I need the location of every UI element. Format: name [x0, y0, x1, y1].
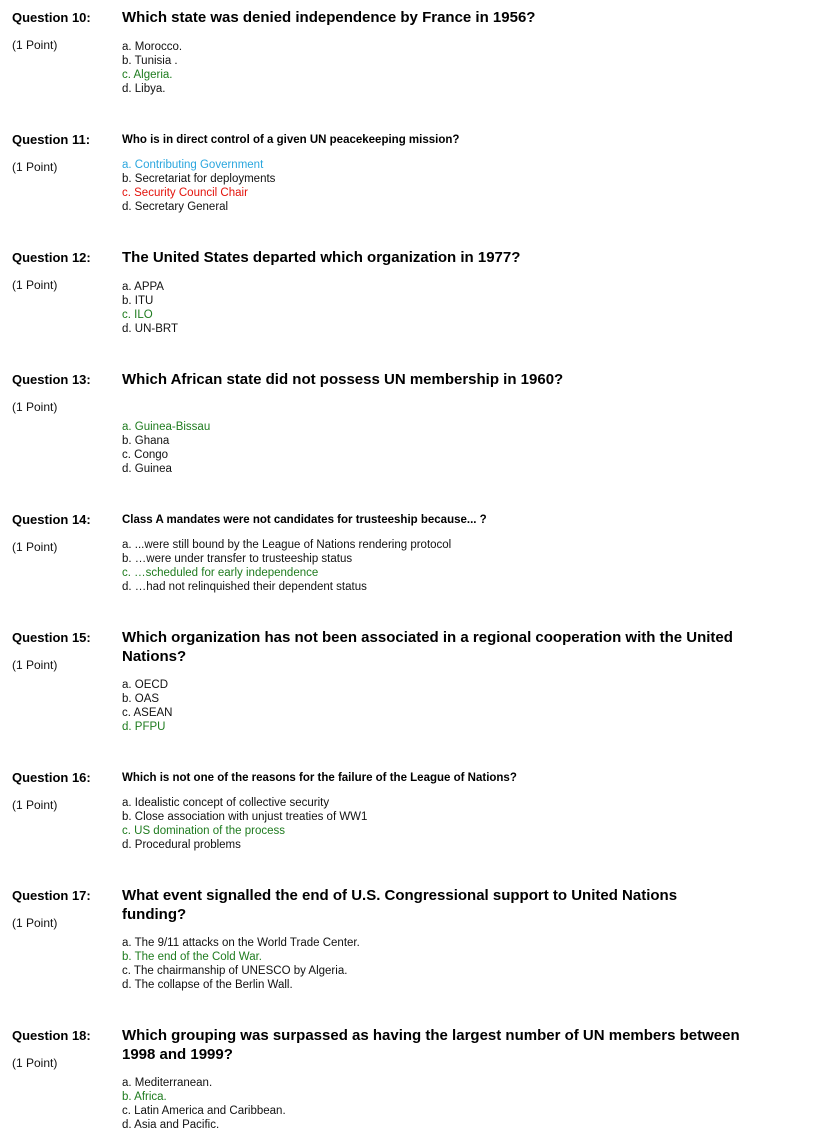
answer-option-correct: c. …scheduled for early independence — [122, 567, 319, 579]
answer-option: d. Secretary General — [122, 201, 229, 213]
answer-option: a. ...were still bound by the League of Nations rendering protocol — [122, 539, 452, 551]
answer-options — [122, 1076, 286, 1132]
answer-option: a. APPA — [122, 281, 164, 293]
answer-option: c. The chairmanship of UNESCO by Algeria. — [122, 965, 348, 977]
answer-options — [122, 538, 451, 594]
answer-options — [122, 420, 210, 476]
answer-options — [122, 678, 173, 734]
answer-option: d. Procedural problems — [122, 839, 241, 851]
question-text: Which state was denied independence by France in 1956? — [122, 9, 536, 26]
answer-option-correct: b. Africa. — [122, 1091, 167, 1103]
answer-option: c. ASEAN — [122, 707, 173, 719]
answer-option: a. Idealistic concept of collective security — [122, 797, 330, 809]
answer-option: b. …were under transfer to trusteeship status — [122, 553, 353, 565]
answer-option: c. Latin America and Caribbean. — [122, 1105, 286, 1117]
answer-option-correct: c. ILO — [122, 309, 153, 321]
question-points: (1 Point) — [12, 540, 58, 554]
answer-option: b. Close association with unjust treaties of WW1 — [122, 811, 368, 823]
answer-options — [122, 40, 182, 96]
question-points: (1 Point) — [12, 916, 58, 930]
answer-option-chosen: a. Contributing Government — [122, 159, 264, 171]
answer-option: b. Ghana — [122, 435, 170, 447]
answer-options — [122, 936, 360, 992]
question-points: (1 Point) — [12, 658, 58, 672]
question-text: Class A mandates were not candidates for trusteeship because... ? — [122, 514, 487, 526]
answer-option: b. ITU — [122, 295, 154, 307]
answer-option-correct: c. Algeria. — [122, 69, 173, 81]
answer-option-wrong: c. Security Council Chair — [122, 187, 248, 199]
answer-option: b. Secretariat for deployments — [122, 173, 276, 185]
question-number: Question 10: — [12, 10, 91, 25]
question-points: (1 Point) — [12, 278, 58, 292]
question-points: (1 Point) — [12, 400, 58, 414]
answer-option: b. Tunisia . — [122, 55, 178, 67]
question-points: (1 Point) — [12, 1056, 58, 1070]
question-number: Question 11: — [12, 132, 91, 147]
answer-option: b. OAS — [122, 693, 160, 705]
question-text: The United States departed which organization in 1977? — [122, 249, 521, 266]
answer-option: a. Morocco. — [122, 41, 183, 53]
answer-option-correct: d. PFPU — [122, 721, 166, 733]
question-number: Question 17: — [12, 888, 91, 903]
answer-option: a. The 9/11 attacks on the World Trade Center. — [122, 937, 360, 949]
question-number: Question 18: — [12, 1028, 91, 1043]
question-points: (1 Point) — [12, 38, 58, 52]
answer-option: a. Mediterranean. — [122, 1077, 213, 1089]
question-number: Question 12: — [12, 250, 91, 265]
answer-option-correct: a. Guinea-Bissau — [122, 421, 211, 433]
answer-option: d. Asia and Pacific. — [122, 1119, 220, 1131]
question-number: Question 16: — [12, 770, 91, 785]
answer-options — [122, 280, 178, 336]
answer-option-correct: b. The end of the Cold War. — [122, 951, 262, 963]
answer-options — [122, 158, 275, 214]
answer-option: d. UN-BRT — [122, 323, 179, 335]
question-text: Who is in direct control of a given UN peacekeeping mission? — [122, 134, 460, 146]
question-number: Question 15: — [12, 630, 91, 645]
question-points: (1 Point) — [12, 160, 58, 174]
answer-option: d. Guinea — [122, 463, 172, 475]
answer-option: d. Libya. — [122, 83, 166, 95]
answer-option: c. Congo — [122, 449, 169, 461]
question-text: Which organization has not been associated in a regional cooperation with the United Nations? — [122, 629, 733, 665]
question-number: Question 14: — [12, 512, 91, 527]
answer-options — [122, 796, 367, 852]
answer-option: a. OECD — [122, 679, 169, 691]
answer-option: d. …had not relinquished their dependent status — [122, 581, 367, 593]
question-points: (1 Point) — [12, 798, 58, 812]
question-text: Which African state did not possess UN membership in 1960? — [122, 371, 564, 388]
question-text: Which grouping was surpassed as having the largest number of UN members between 1998 and 1999? — [122, 1027, 740, 1063]
question-number: Question 13: — [12, 372, 91, 387]
question-text: What event signalled the end of U.S. Congressional support to United Nations funding? — [122, 887, 678, 923]
answer-option: d. The collapse of the Berlin Wall. — [122, 979, 293, 991]
answer-option-correct: c. US domination of the process — [122, 825, 285, 837]
question-text: Which is not one of the reasons for the failure of the League of Nations? — [122, 772, 517, 784]
